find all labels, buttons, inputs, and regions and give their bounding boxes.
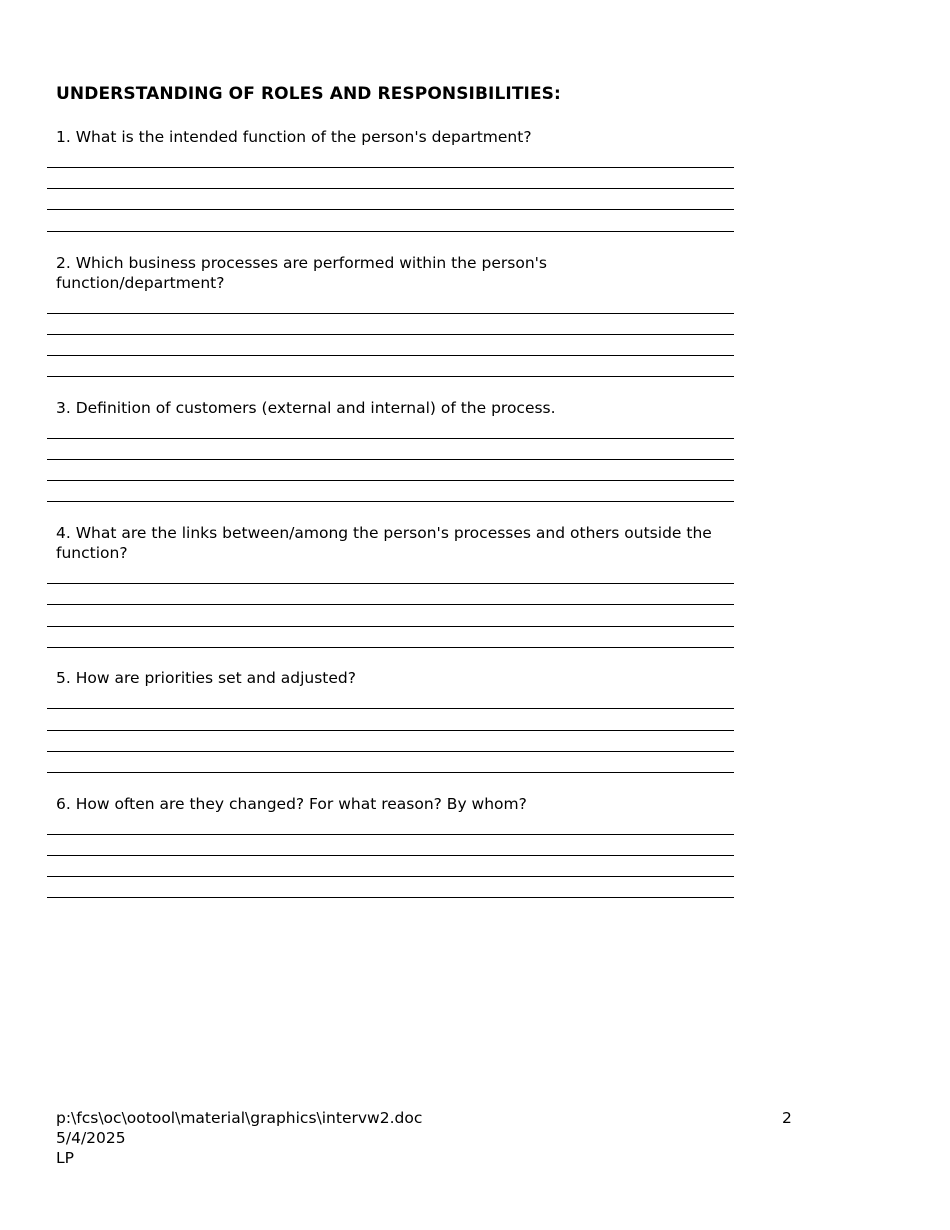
answer-line — [47, 626, 734, 627]
answer-line — [47, 355, 734, 356]
answer-line — [47, 751, 734, 752]
answer-line — [47, 209, 734, 210]
question-3: 3. Definition of customers (external and internal) of the process. — [56, 399, 556, 417]
answer-line — [47, 604, 734, 605]
answer-line — [47, 583, 734, 584]
answer-line — [47, 334, 734, 335]
answer-line — [47, 313, 734, 314]
section-heading: UNDERSTANDING OF ROLES AND RESPONSIBILITIES: — [56, 84, 561, 104]
answer-line — [47, 647, 734, 648]
answer-line — [47, 772, 734, 773]
question-5: 5. How are priorities set and adjusted? — [56, 669, 356, 687]
footer-initials: LP — [56, 1149, 74, 1167]
answer-line — [47, 855, 734, 856]
page-number: 2 — [782, 1109, 792, 1127]
footer-date: 5/4/2025 — [56, 1129, 126, 1147]
answer-line — [47, 459, 734, 460]
answer-line — [47, 438, 734, 439]
answer-line — [47, 480, 734, 481]
question-4: 4. What are the links between/among the person's processes and others outside the function? — [56, 524, 712, 562]
answer-line — [47, 167, 734, 168]
question-1: 1. What is the intended function of the person's department? — [56, 128, 532, 146]
question-6: 6. How often are they changed? For what reason? By whom? — [56, 795, 527, 813]
answer-line — [47, 876, 734, 877]
answer-line — [47, 188, 734, 189]
answer-line — [47, 376, 734, 377]
answer-line — [47, 730, 734, 731]
answer-line — [47, 897, 734, 898]
question-2: 2. Which business processes are performed within the person's function/department? — [56, 254, 547, 292]
answer-line — [47, 834, 734, 835]
answer-line — [47, 708, 734, 709]
footer-file-path: p:\fcs\oc\ootool\material\graphics\intervw2.doc — [56, 1109, 423, 1127]
answer-line — [47, 231, 734, 232]
answer-line — [47, 501, 734, 502]
